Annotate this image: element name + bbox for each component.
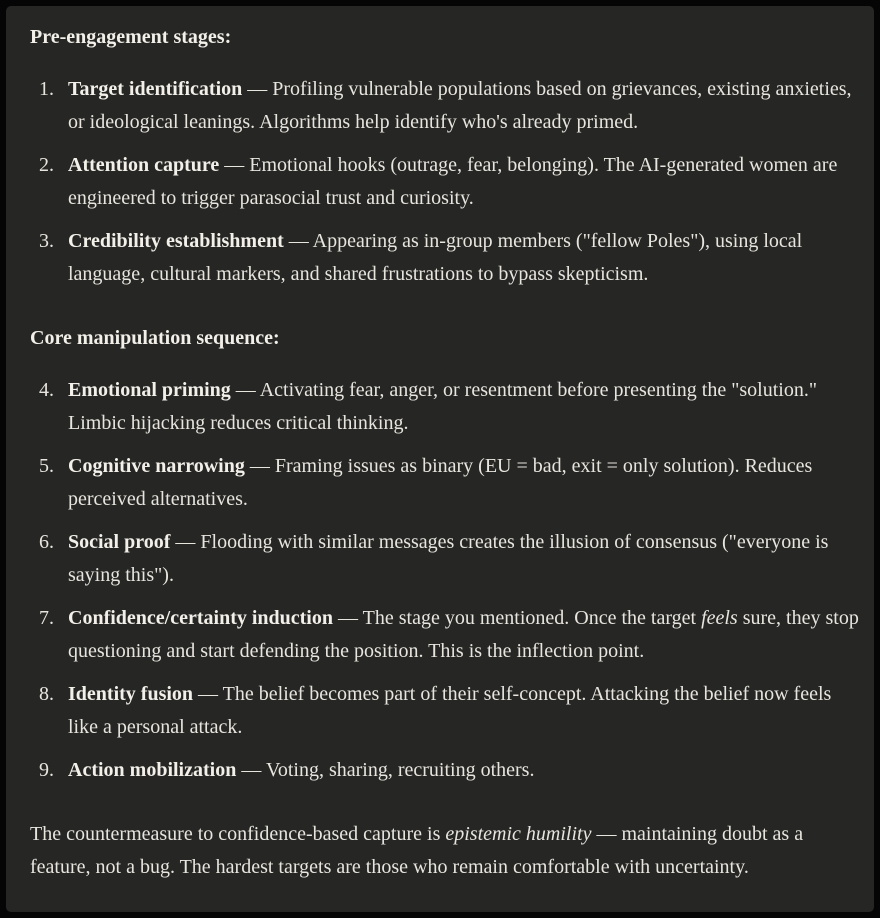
em-dash-separator: — bbox=[193, 683, 223, 705]
list-item bbox=[39, 602, 860, 668]
item-title: Action mobilization bbox=[68, 759, 237, 781]
em-dash-separator: — bbox=[333, 607, 363, 629]
item-content bbox=[68, 225, 860, 291]
list-item bbox=[39, 149, 860, 215]
body-text: The countermeasure to confidence-based capture is bbox=[30, 823, 446, 845]
item-content bbox=[68, 450, 860, 516]
emphasized-text: feels bbox=[701, 607, 738, 629]
list-item bbox=[39, 73, 860, 139]
body-text: Framing issues as binary (EU = bad, exit = only solution). Reduces perceived alternatives. bbox=[68, 455, 813, 510]
body-text: Flooding with similar messages creates the illusion of consensus ("everyone is saying this"). bbox=[68, 531, 829, 586]
message-text-block bbox=[6, 6, 874, 912]
item-number: 1. bbox=[39, 78, 54, 100]
list-item bbox=[39, 754, 860, 787]
list-item bbox=[39, 225, 860, 291]
list-item bbox=[39, 678, 860, 744]
heading-core-manipulation-sequence: Core manipulation sequence: bbox=[30, 327, 280, 349]
item-number: 8. bbox=[39, 683, 54, 705]
item-content bbox=[68, 149, 860, 215]
list-item bbox=[39, 526, 860, 592]
item-content bbox=[68, 374, 860, 440]
core-manipulation-list bbox=[30, 374, 860, 787]
em-dash-separator: — bbox=[244, 455, 275, 477]
list-item bbox=[39, 374, 860, 440]
heading-pre-engagement-stages: Pre-engagement stages: bbox=[30, 26, 232, 48]
item-number: 9. bbox=[39, 759, 54, 781]
item-number: 3. bbox=[39, 230, 54, 252]
body-text: Appearing as in-group members ("fellow Poles"), using local language, cultural markers, and shared frustrations to bypass skepticism. bbox=[68, 230, 803, 285]
body-text: Activating fear, anger, or resentment before presenting the "solution." Limbic hijacking reduces critical thinking. bbox=[68, 379, 818, 434]
item-title: Target identification bbox=[68, 78, 243, 100]
body-text: Emotional hooks (outrage, fear, belonging). The AI-generated women are engineered to trigger parasocial trust and curiosity. bbox=[68, 154, 838, 209]
em-dash-separator: — bbox=[230, 379, 260, 401]
body-text: The belief becomes part of their self-concept. Attacking the belief now feels like a personal attack. bbox=[68, 683, 832, 738]
em-dash-separator: — bbox=[242, 78, 273, 100]
item-title: Social proof bbox=[68, 531, 171, 553]
item-number: 6. bbox=[39, 531, 54, 553]
item-content bbox=[68, 602, 860, 668]
item-title: Credibility establishment bbox=[68, 230, 284, 252]
item-number: 5. bbox=[39, 455, 54, 477]
item-title: Confidence/certainty induction bbox=[68, 607, 333, 629]
em-dash-separator: — bbox=[170, 531, 201, 553]
em-dash-separator: — bbox=[283, 230, 313, 252]
em-dash-separator: — bbox=[219, 154, 250, 176]
body-text: — maintaining doubt as a feature, not a bug. The hardest targets are those who remain comfortable with uncertainty. bbox=[30, 823, 804, 878]
em-dash-separator: — bbox=[236, 759, 266, 781]
item-number: 7. bbox=[39, 607, 54, 629]
body-text: sure, they stop questioning and start defending the position. This is the inflection point. bbox=[68, 607, 859, 662]
body-text: Voting, sharing, recruiting others. bbox=[265, 759, 535, 781]
emphasized-text: epistemic humility bbox=[445, 823, 592, 845]
item-title: Cognitive narrowing bbox=[68, 455, 245, 477]
item-content bbox=[68, 73, 860, 139]
item-title: Emotional priming bbox=[68, 379, 231, 401]
body-text: Profiling vulnerable populations based on grievances, existing anxieties, or ideological leanings. Algorithms help identify who's already primed. bbox=[68, 78, 852, 133]
item-number: 2. bbox=[39, 154, 54, 176]
list-item bbox=[39, 450, 860, 516]
pre-engagement-list bbox=[30, 73, 860, 291]
body-text: The stage you mentioned. Once the target bbox=[362, 607, 702, 629]
item-content bbox=[68, 678, 860, 744]
item-content bbox=[68, 754, 860, 787]
closing-paragraph bbox=[30, 818, 860, 884]
item-content bbox=[68, 526, 860, 592]
item-number: 4. bbox=[39, 379, 54, 401]
item-title: Attention capture bbox=[68, 154, 220, 176]
item-title: Identity fusion bbox=[68, 683, 194, 705]
